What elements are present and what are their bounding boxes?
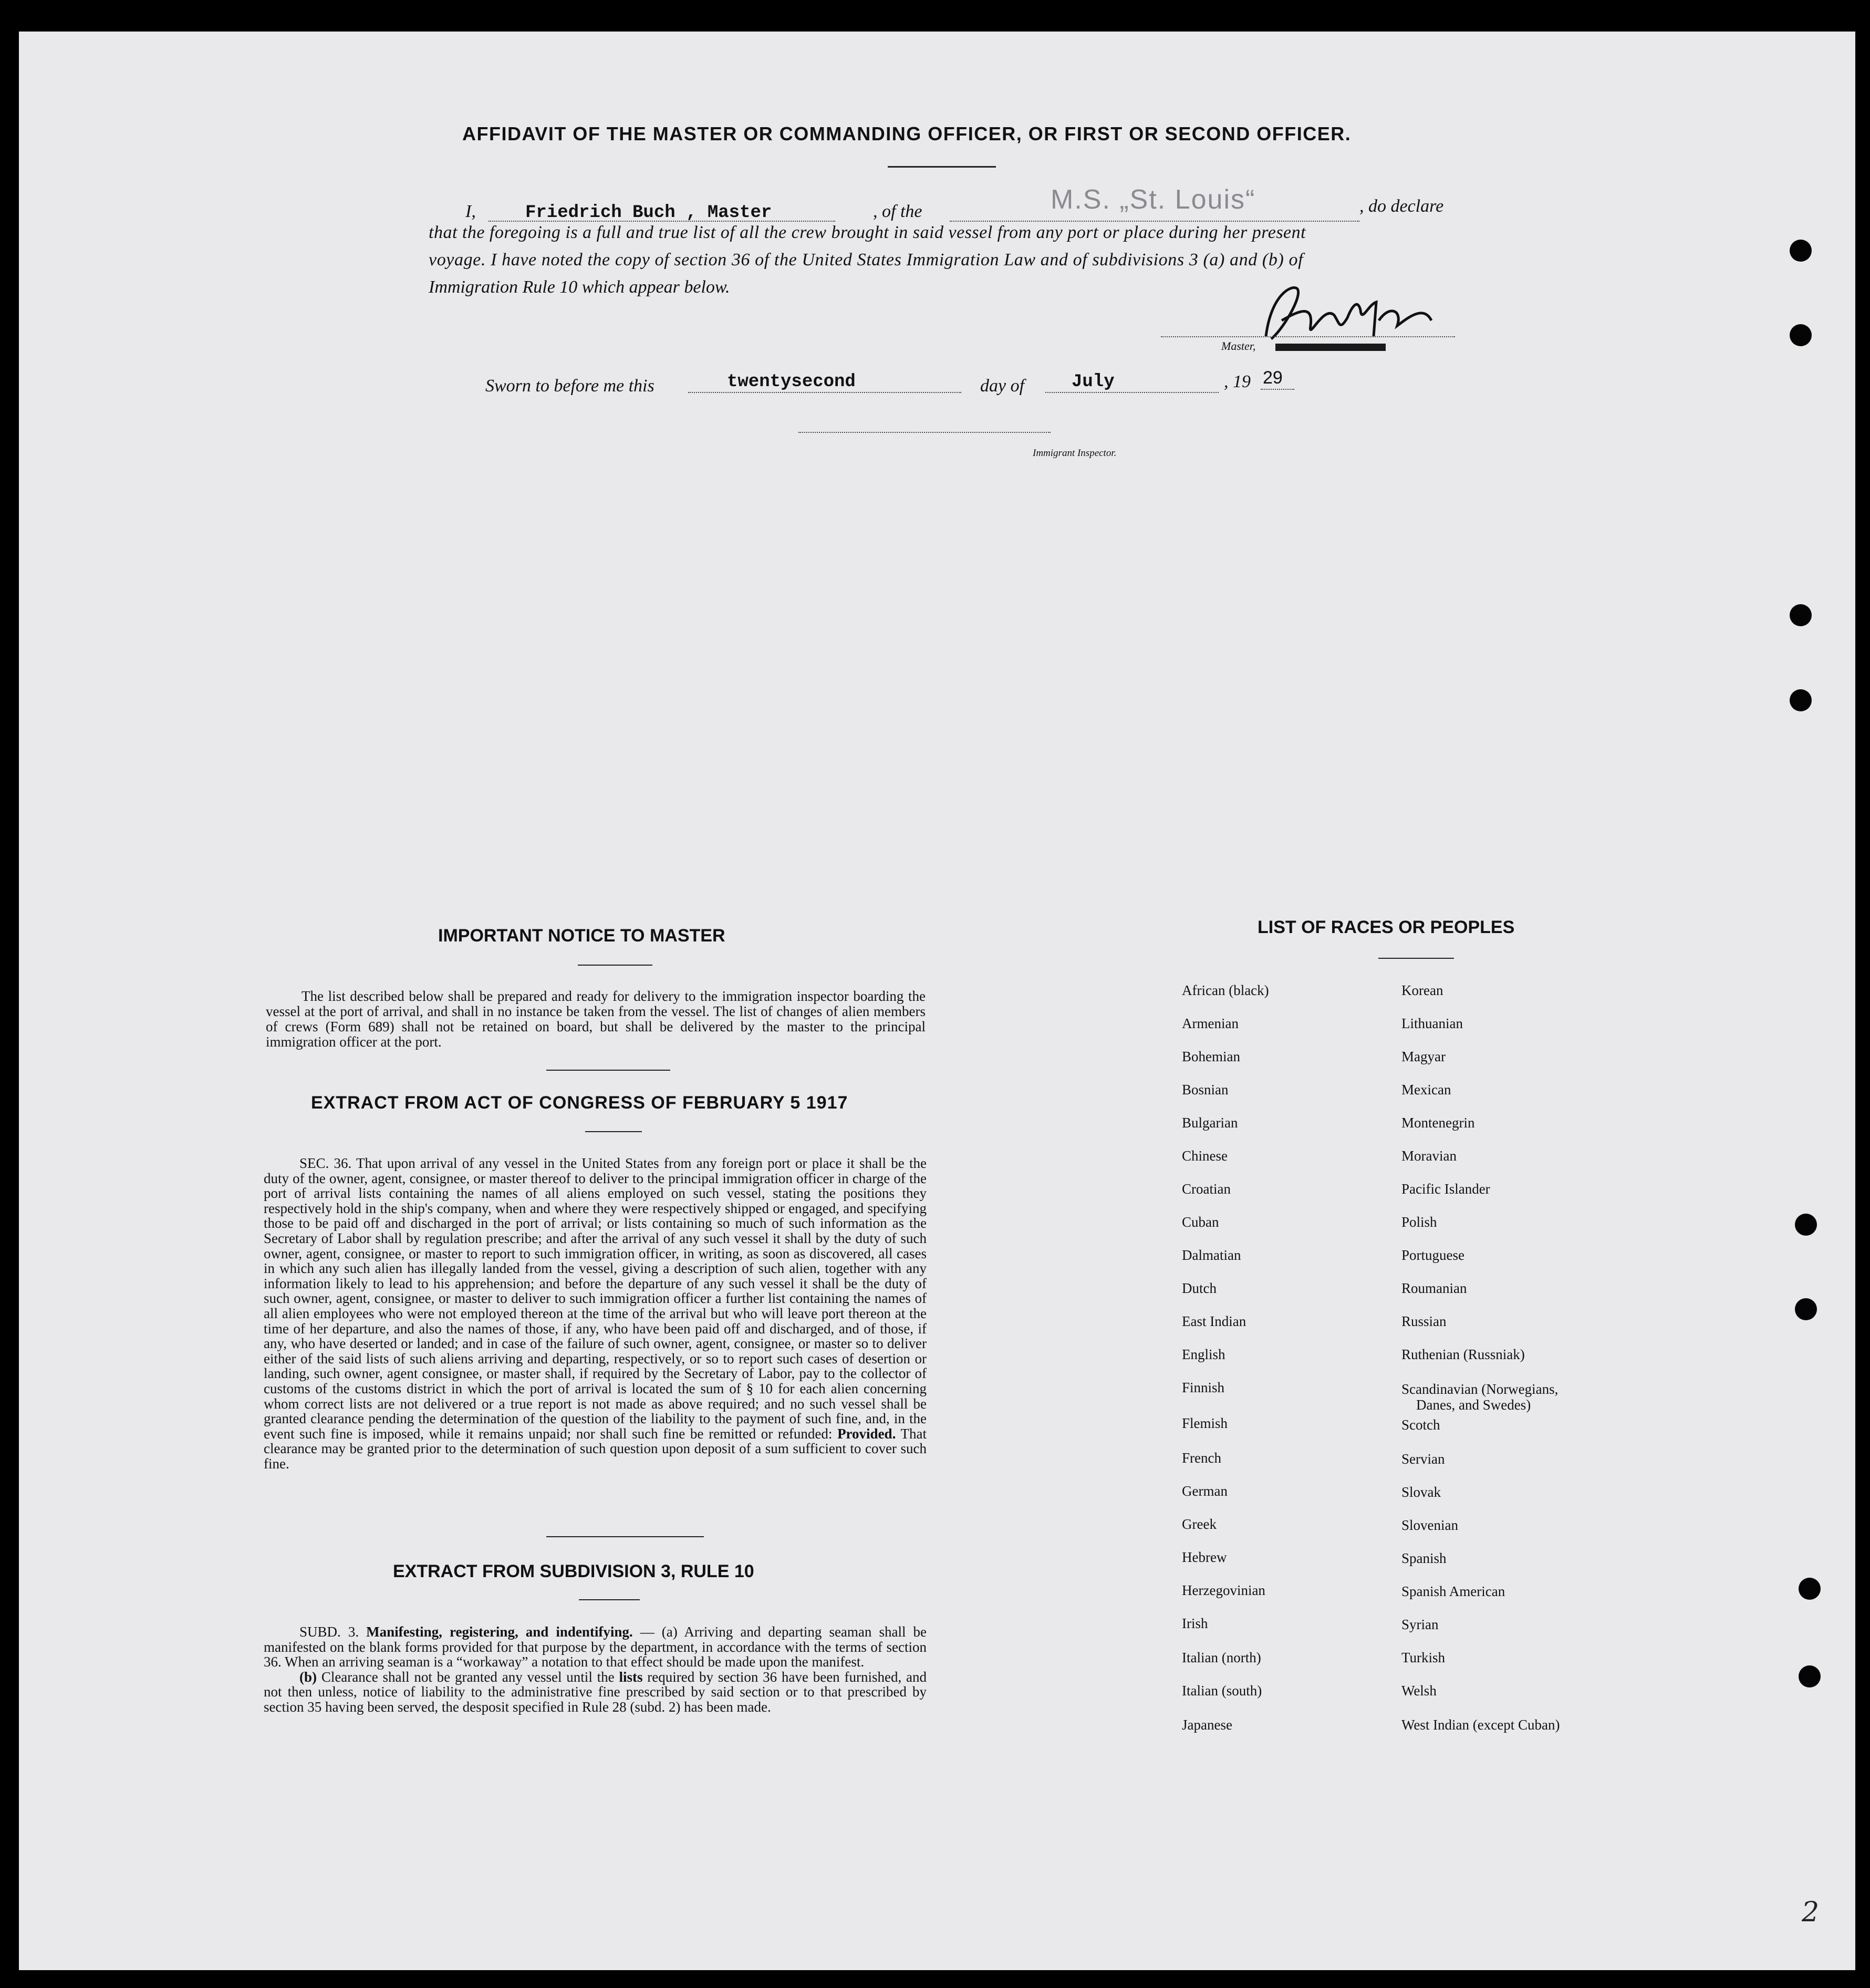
sworn-day-field: twentysecond [727,372,856,392]
subd-a-text: — (a) Arriving and departing seaman shall be manifested on the blank forms provided for that purpose by the department, in accordance with the terms of section 36. When an arriving seaman is a “workaway” a notation to that effect should be made upon the manifest. [264,1624,927,1670]
race-item: Syrian [1401,1617,1439,1632]
race-item: Dutch [1182,1280,1217,1296]
race-item: Scandinavian (Norwegians, [1401,1381,1559,1397]
race-item: Japanese [1182,1717,1232,1733]
race-item: Chinese [1182,1148,1228,1164]
vessel-name-stamp: M.S. „St. Louis“ [1051,184,1256,215]
race-item: Portuguese [1401,1247,1464,1263]
race-item: Turkish [1401,1650,1446,1665]
race-item: Bohemian [1182,1049,1240,1064]
subd-b-label: (b) [299,1669,317,1685]
fill-line [1045,392,1219,393]
divider [1378,958,1454,959]
race-item: Italian (north) [1182,1650,1261,1665]
race-item: French [1182,1450,1221,1466]
race-item: Roumanian [1401,1280,1467,1296]
punch-hole [1795,1214,1817,1236]
master-signature [1250,273,1450,352]
race-item: Slovak [1401,1484,1441,1500]
race-item: Finnish [1182,1380,1225,1395]
sworn-label: Sworn to before me this [485,376,654,396]
master-name-field: Friedrich Buch , Master [525,203,772,223]
notice-title: IMPORTANT NOTICE TO MASTER [438,926,725,946]
race-item: Croatian [1182,1181,1231,1197]
fill-line [1261,389,1294,390]
corner-page-mark: 2 [1802,1897,1820,1928]
race-item: Bosnian [1182,1082,1229,1097]
race-item: Bulgarian [1182,1115,1238,1131]
do-declare-label: , do declare [1359,196,1444,216]
divider [546,1536,704,1537]
punch-hole [1795,1298,1817,1320]
race-item: Ruthenian (Russniak) [1401,1347,1525,1362]
race-item: Irish [1182,1616,1208,1631]
act-text-body: SEC. 36. That upon arrival of any vessel in the United States from any foreign port or place it shall be the duty of the owner, agent, consignee, or master thereof to deliver to the principal immigration officer in charge of the port of arrival lists containing the names of all aliens employed on such vessel, stating the positions they respectively hold in the ship's company, when and where they were respectively shipped or engaged, and specifying those to be paid off and discharged in the port of arrival; or lists containing so much of such information as the Secretary of Labor shall by regulation prescribe; and after the arrival of any such vessel it shall by the duty of such owner, agent, consignee, or master to report to such immigration officer, in writing, as soon as discovered, all cases in which any such alien has illegally landed from the vessel, giving a description of such alien, together with any information likely to lead to his apprehension; and before the departure of any such vessel it shall be the duty of such owner, agent, consignee, or master to deliver to such immigration officer a further list containing the names of all alien employees who were not employed thereon at the time of the arrival but who will leave port thereon at the time of her departure, and also the names of those, if any, who have been paid off and discharged, and of those, if any, who have deserted or landed; and in case of the failure of such owner, agent, consignee, or master so to deliver either of the said lists of such aliens arriving and departing, respectively, or so to report such cases of desertion or landing, such owner, agent consignee, or master shall, if required by the Secretary of Labor, pay to the collector of customs of the customs district in which the port of arrival is located the sum of § 10 for each alien concerning whom correct lists are not delivered or a true report is not made as above required; and no such vessel shall be granted clearance pending the determination of the question of the liability to the payment of such fine, and, in the event such fine is imposed, while it remains unpaid; nor shall such fine be remitted or refunded: [264,1155,927,1442]
race-item: Pacific Islander [1401,1181,1490,1197]
race-item: Slovenian [1401,1517,1458,1533]
subd-label: SUBD. 3. [299,1624,359,1640]
race-item: Servian [1401,1451,1445,1467]
fill-line [688,392,961,393]
master-label: Master, [1221,339,1256,353]
race-item: Montenegrin [1401,1115,1475,1131]
race-item: East Indian [1182,1313,1246,1329]
fill-line [950,221,1359,222]
race-item: German [1182,1483,1228,1499]
affidavit-line-4: Immigration Rule 10 which appear below. [429,277,730,297]
race-item: Spanish [1401,1550,1447,1566]
punch-hole [1799,1578,1821,1600]
subd-b-lists: lists [619,1669,643,1685]
race-item: African (black) [1182,982,1269,998]
race-item: Flemish [1182,1415,1228,1431]
year-field: 29 [1263,368,1283,388]
act-text-tail: That clearance may be granted prior to the determination of such question upon deposit of a sum sufficient to cover such fine. [264,1425,927,1472]
divider [888,166,996,168]
rule10-text [264,1624,927,1715]
race-item: Lithuanian [1401,1016,1463,1031]
subd-heading: Manifesting, registering, and indentifying. [366,1624,633,1640]
race-item: Italian (south) [1182,1683,1262,1699]
race-item: Magyar [1401,1049,1446,1064]
races-title: LIST OF RACES OR PEOPLES [1258,917,1515,937]
rule10-title: EXTRACT FROM SUBDIVISION 3, RULE 10 [393,1561,754,1581]
affidavit-title: AFFIDAVIT OF THE MASTER OR COMMANDING OFFICER, OR FIRST OR SECOND OFFICER. [462,123,1352,144]
divider [546,1070,670,1071]
day-of-label: day of [980,376,1025,396]
punch-hole [1790,240,1812,262]
race-item: Scotch [1401,1417,1440,1433]
divider [579,1599,640,1600]
act-text [264,1156,927,1471]
race-item: Hebrew [1182,1549,1227,1565]
subd-b-text-1: Clearance shall not be granted any vessel until the [321,1669,615,1685]
race-item: Korean [1401,982,1443,998]
punch-hole [1790,689,1812,711]
struck-out-text [1275,344,1386,351]
punch-hole [1790,324,1812,346]
race-item: Spanish American [1401,1583,1505,1599]
race-item: Welsh [1401,1683,1437,1699]
notice-text: The list described below shall be prepared and ready for delivery to the immigration inspector boarding the vessel at the port of arrival, and shall in no instance be taken from the vessel. The list of changes of alien members of crews (Form 689) shall not be retained on board, but shall be delivered by the master to the principal immigration officer at the port. [266,988,926,1050]
inspector-signature-line [798,432,1051,433]
act-provided: Provided. [837,1425,896,1442]
sworn-month-field: July [1072,372,1115,392]
race-item: Moravian [1401,1148,1457,1164]
act-title: EXTRACT FROM ACT OF CONGRESS OF FEBRUARY 5 1917 [311,1093,848,1113]
race-item: English [1182,1347,1225,1362]
race-item: Armenian [1182,1016,1239,1031]
race-item: Dalmatian [1182,1247,1241,1263]
race-item: West Indian (except Cuban) [1401,1717,1560,1733]
subd-b-text-2: required by section 36 have been furnished, and not then unless, notice of liability to the administrative fine prescribed by said section or to that prescribed by section 35 having been served, the desposit specified in Rule 28 (subd. 2) has been made. [264,1669,927,1715]
year-prefix: , 19 [1224,372,1251,391]
race-item: Cuban [1182,1214,1219,1230]
punch-hole [1790,604,1812,626]
race-item: Herzegovinian [1182,1582,1265,1598]
race-item: Danes, and Swedes) [1416,1397,1531,1413]
affidavit-line-3: voyage. I have noted the copy of section 36 of the United States Immigration Law and of subdivisions 3 (a) and (b) of [429,250,1304,270]
affidavit-line-2: that the foregoing is a full and true list of all the crew brought in said vessel from any port or place during her present [429,223,1306,242]
signature-line [1161,336,1455,337]
race-item: Mexican [1401,1082,1451,1097]
punch-hole [1799,1665,1821,1687]
divider [585,1131,642,1132]
race-item: Russian [1401,1313,1447,1329]
race-item: Greek [1182,1516,1217,1532]
divider [578,965,652,966]
affidavit-i: I, [465,202,476,221]
of-the-label: , of the [873,202,922,221]
inspector-label: Immigrant Inspector. [1033,448,1117,459]
race-item: Polish [1401,1214,1437,1230]
